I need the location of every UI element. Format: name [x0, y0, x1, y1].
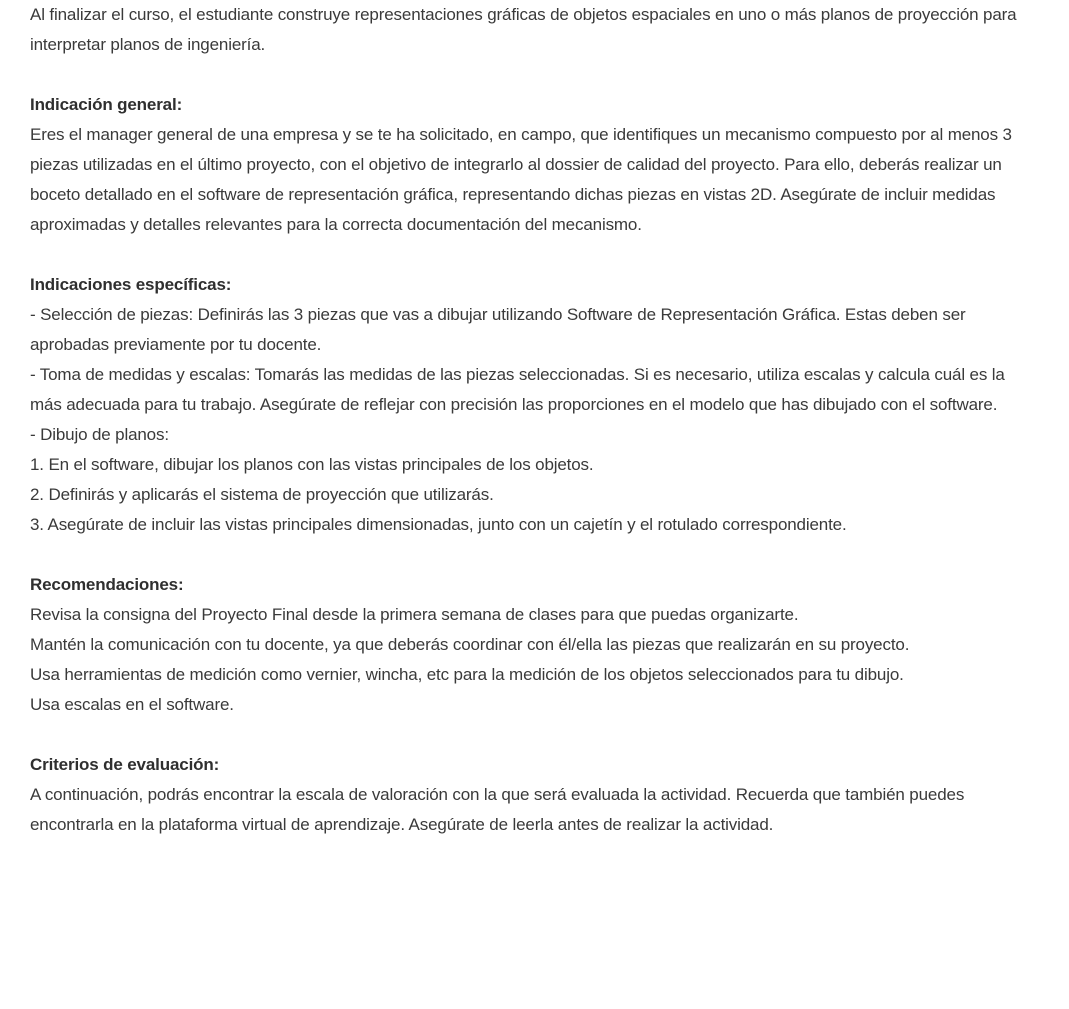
- general-heading: Indicación general:: [30, 95, 183, 114]
- recommendation-item: Mantén la comunicación con tu docente, ya que deberás coordinar con él/ella las piezas que realizarán en su proyecto.: [30, 635, 910, 654]
- specific-item-drawing: - Dibujo de planos:: [30, 425, 169, 444]
- spacer: [30, 540, 1040, 570]
- spacer: [30, 60, 1040, 90]
- recommendation-item: Usa herramientas de medición como vernier, wincha, etc para la medición de los objetos seleccionados para tu dibujo.: [30, 665, 904, 684]
- intro-paragraph: Al finalizar el curso, el estudiante construye representaciones gráficas de objetos espaciales en uno o más planos de proyección para interpretar planos de ingeniería.: [30, 5, 1017, 54]
- specific-step-1: 1. En el software, dibujar los planos con las vistas principales de los objetos.: [30, 455, 594, 474]
- recommendation-item: Usa escalas en el software.: [30, 695, 234, 714]
- specific-item-selection: - Selección de piezas: Definirás las 3 piezas que vas a dibujar utilizando Software de Representación Gráfica. Estas deben ser aprobadas previamente por tu docente.: [30, 305, 966, 354]
- spacer: [30, 240, 1040, 270]
- recommendations-heading: Recomendaciones:: [30, 575, 184, 594]
- recommendation-item: Revisa la consigna del Proyecto Final desde la primera semana de clases para que puedas organizarte.: [30, 605, 799, 624]
- specific-heading: Indicaciones específicas:: [30, 275, 232, 294]
- specific-step-2: 2. Definirás y aplicarás el sistema de proyección que utilizarás.: [30, 485, 494, 504]
- activity-instructions: [30, 0, 1040, 840]
- criteria-heading: Criterios de evaluación:: [30, 755, 220, 774]
- specific-item-measures: - Toma de medidas y escalas: Tomarás las medidas de las piezas seleccionadas. Si es necesario, utiliza escalas y calcula cuál es la más adecuada para tu trabajo. Asegúrate de reflejar con precisión las proporciones en el modelo que has dibujado con el software.: [30, 365, 1005, 414]
- criteria-paragraph: A continuación, podrás encontrar la escala de valoración con la que será evaluada la actividad. Recuerda que también puedes encontrarla en la plataforma virtual de aprendizaje. Asegúrate de leerla antes de realizar la actividad.: [30, 785, 965, 834]
- general-paragraph: Eres el manager general de una empresa y se te ha solicitado, en campo, que identifiques un mecanismo compuesto por al menos 3 piezas utilizadas en el último proyecto, con el objetivo de integrarlo al dossier de calidad del proyecto. Para ello, deberás realizar un boceto detallado en el software de representación gráfica, representando dichas piezas en vistas 2D. Asegúrate de incluir medidas aproximadas y detalles relevantes para la correcta documentación del mecanismo.: [30, 125, 1012, 234]
- spacer: [30, 720, 1040, 750]
- specific-step-3: 3. Asegúrate de incluir las vistas principales dimensionadas, junto con un cajetín y el rotulado correspondiente.: [30, 515, 847, 534]
